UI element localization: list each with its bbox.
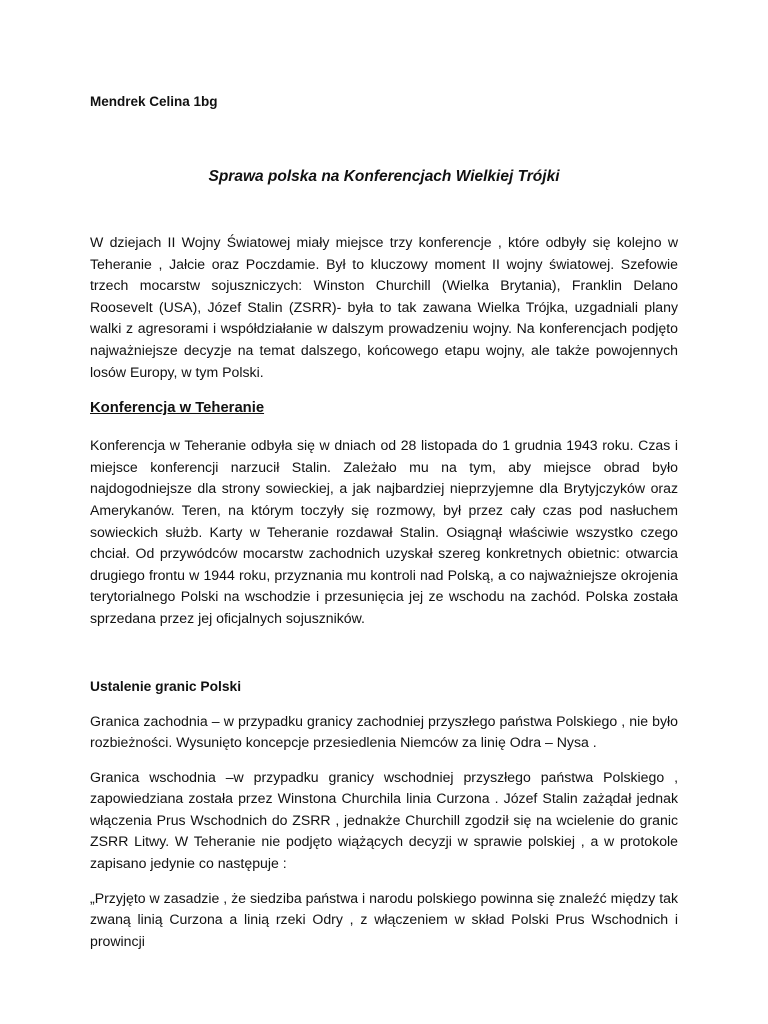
tehran-paragraph: Konferencja w Teheranie odbyła się w dniach od 28 listopada do 1 grudnia 1943 roku. Czas i miejsce konferencji narzucił Stalin. Zależało mu na tym, aby miejsce obrad było najdogodniejsze dla strony sowieckiej, a jak najbardziej nieprzyjemne dla Brytyjczyków oraz Amerykanów. Teren, na którym toczyły się rozmowy, był przez cały czas pod nasłuchem sowieckich służb. Karty w Teheranie rozdawał Stalin. Osiągnął właściwie wszystko czego chciał. Od przywódców mocarstw zachodnich uzyskał szereg konkretnych obietnic: otwarcia drugiego frontu w 1944 roku, przyznania mu kontroli nad Polską, a co najważniejsze okrojenia terytorialnego Polski na wschodzie i przesunięcia jej ze wschodu na zachód. Polska została sprzedana przez jej oficjalnych sojuszników.: [90, 437, 678, 626]
section-heading-borders: Ustalenie granic Polski: [90, 678, 242, 694]
western-border-paragraph: Granica zachodnia – w przypadku granicy zachodniej przyszłego państwa Polskiego , nie było rozbieżności. Wysunięto koncepcje przesiedlenia Niemców za linię Odra – Nysa .: [90, 712, 678, 751]
document-title: Sprawa polska na Konferencjach Wielkiej Trójki: [208, 168, 560, 185]
document-body: [90, 92, 678, 952]
section-heading-tehran: Konferencja w Teheranie: [90, 400, 265, 417]
author-line: Mendrek Celina 1bg: [90, 94, 218, 109]
protocol-quote-paragraph: „Przyjęto w zasadzie , że siedziba państwa i narodu polskiego powinna się znaleźć między tak zwaną linią Curzona a linią rzeki Odry , z włączeniem w skład Polski Prus Wschodnich i prowincji: [90, 889, 678, 949]
intro-paragraph: W dziejach II Wojny Światowej miały miejsce trzy konferencje , które odbyły się kolejno w Teheranie , Jałcie oraz Poczdamie. Był to kluczowy moment II wojny światowej. Szefowie trzech mocarstw sojuszniczych: Winston Churchill (Wielka Brytania), Franklin Delano Roosevelt (USA), Józef Stalin (ZSRR)- była to tak zawana Wielka Trójka, uzgadniali plany walki z agresorami i współdziałanie w dalszym prowadzeniu wojny. Na konferencjach podjęto najważniejsze decyzje na temat dalszego, końcowego etapu wojny, ale także powojennych losów Europy, w tym Polski.: [90, 234, 678, 380]
eastern-border-paragraph: Granica wschodnia –w przypadku granicy wschodniej przyszłego państwa Polskiego , zapowiedziana została przez Winstona Churchila linia Curzona . Józef Stalin zażądał jednak włączenia Prus Wschodnich do ZSRR , jednakże Churchill zgodził się na wcielenie do granic ZSRR Litwy. W Teheranie nie podjęto wiążących decyzji w sprawie polskiej , a w protokole zapisano jedynie co następuje :: [90, 768, 678, 872]
